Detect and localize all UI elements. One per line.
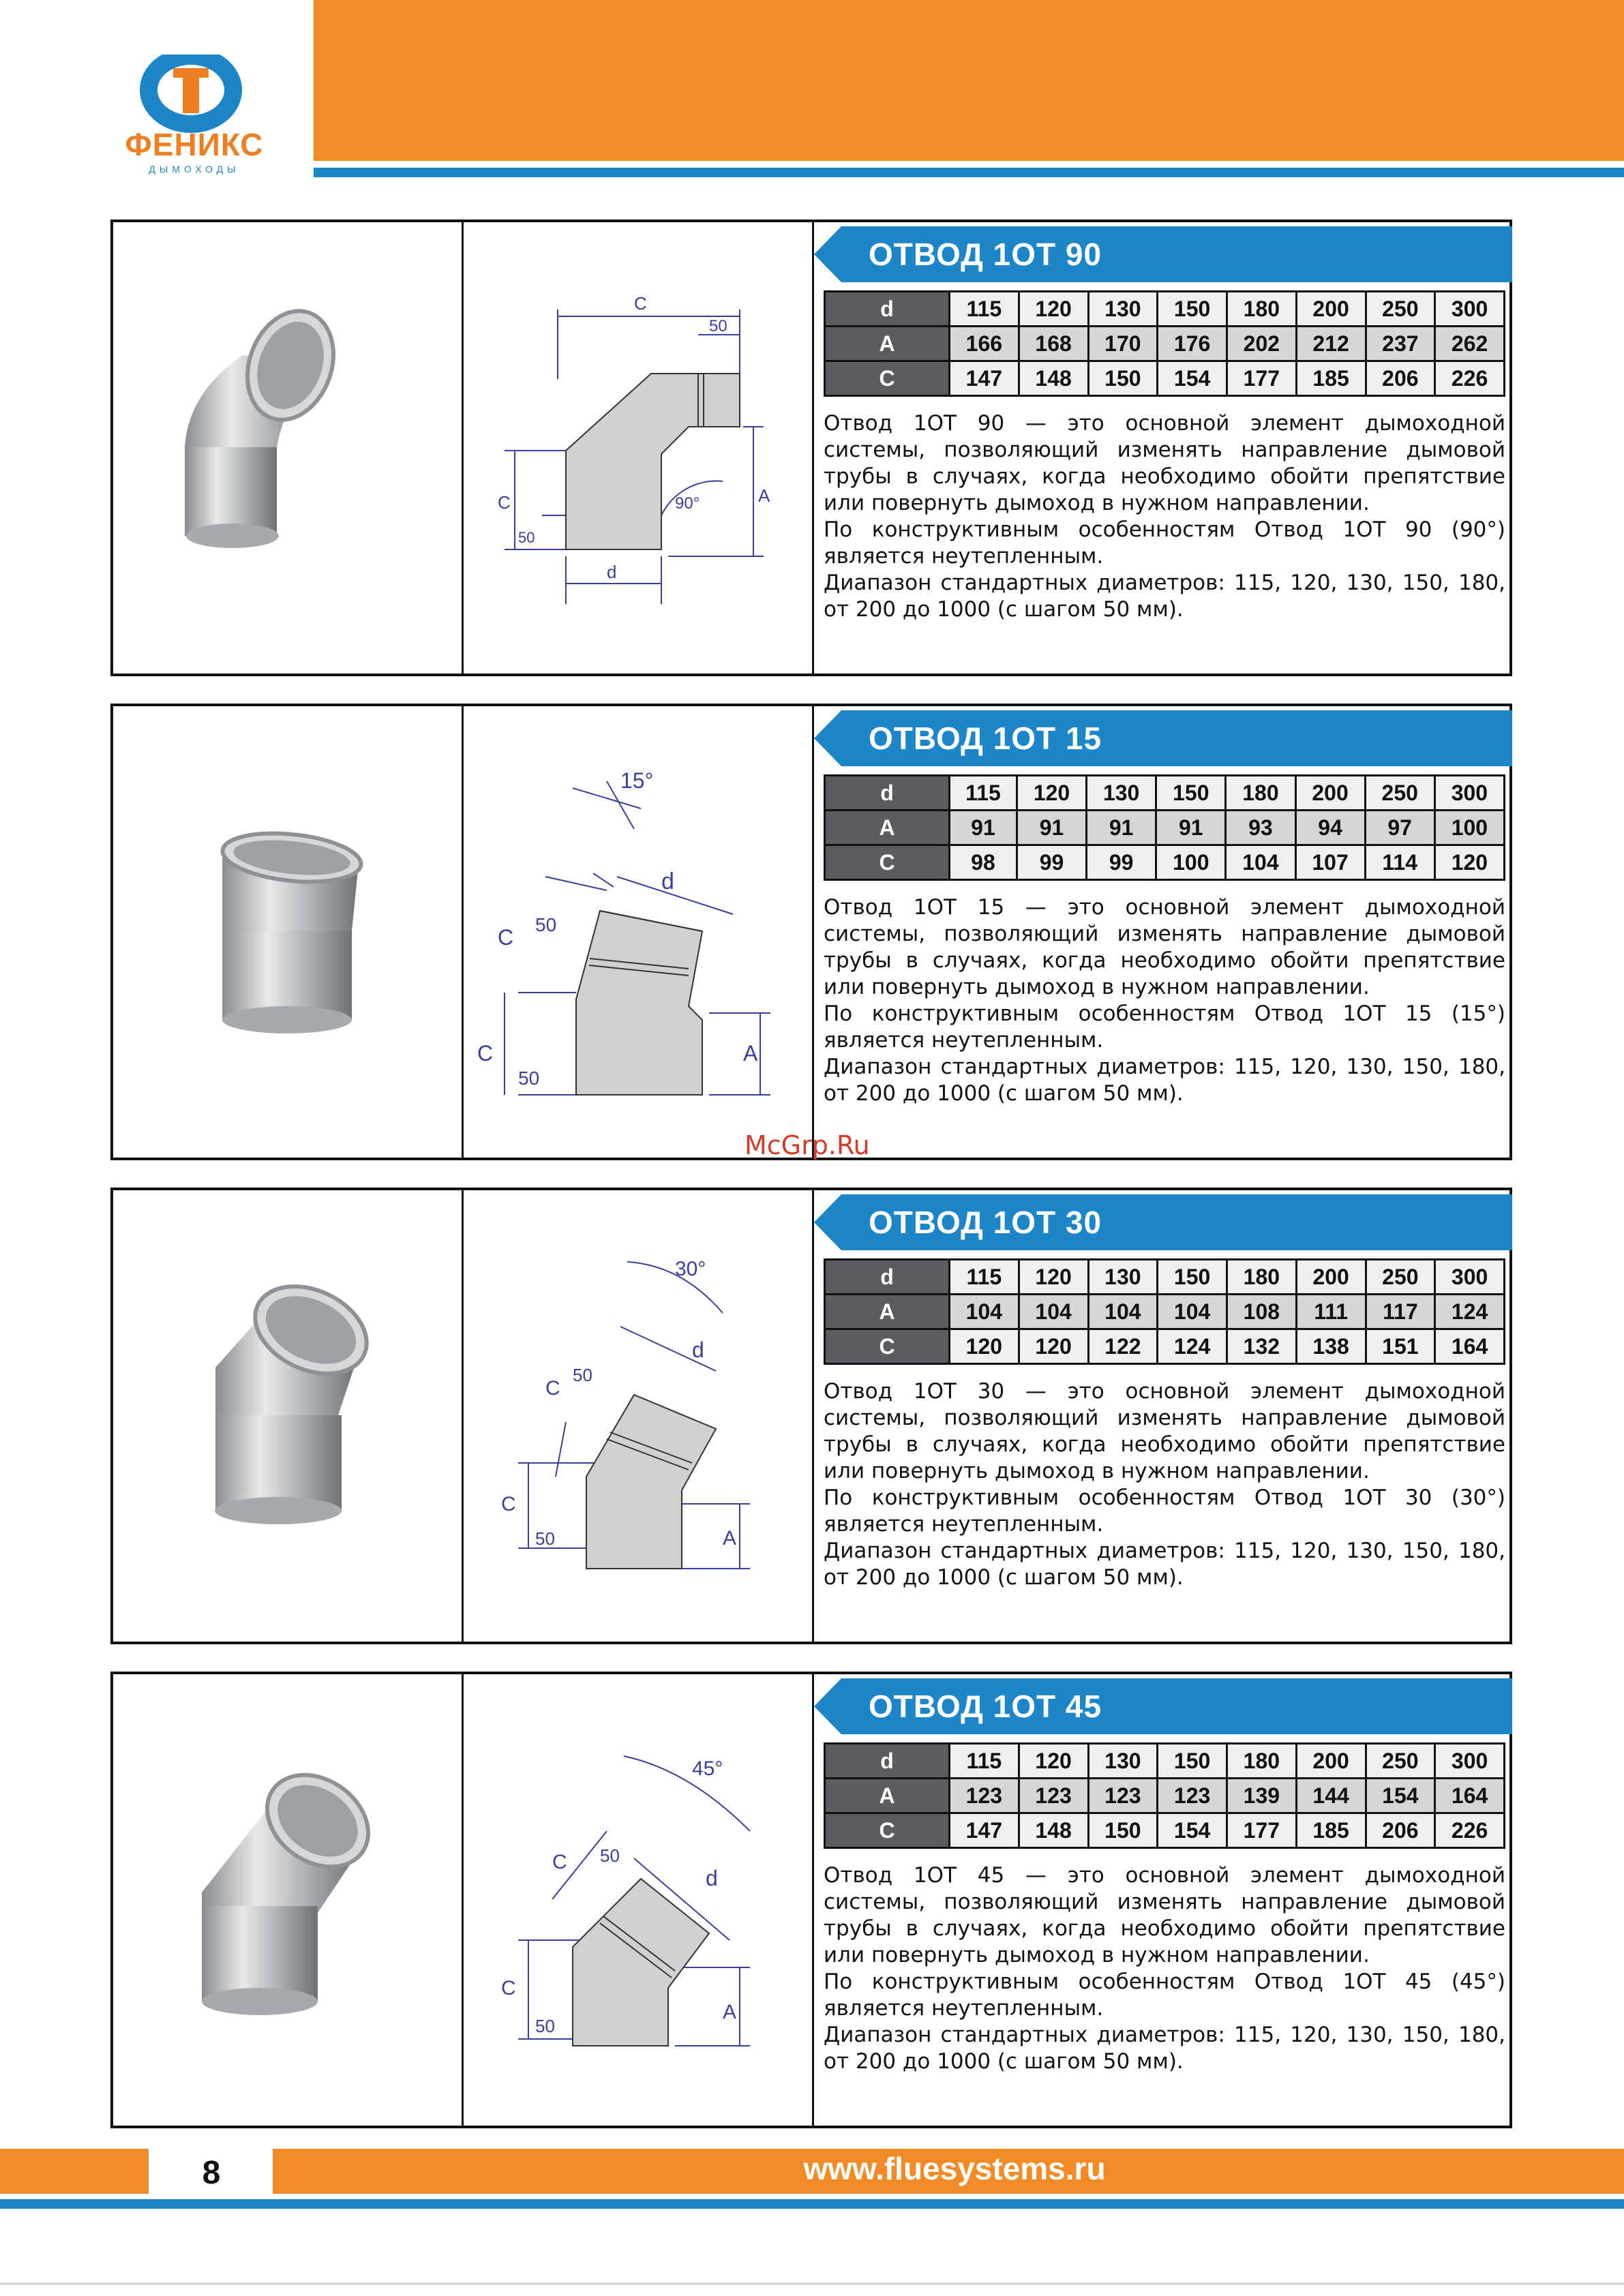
- cell: 104: [1088, 1295, 1158, 1329]
- row-header-d: d: [825, 292, 950, 327]
- desc-paragraph: По конструктивным особенностям Отвод 1ОТ 15 (15°) является неутепленным.: [824, 1001, 1505, 1053]
- title-banner: [814, 1678, 1512, 1734]
- dim-a-label: A: [723, 2001, 737, 2023]
- desc-paragraph: Диапазон стандартных диаметров: 115, 120, 130, 150, 180, от 200 до 1000 (с шагом 50 мм).: [824, 1539, 1505, 1590]
- cell: 150: [1088, 1813, 1158, 1848]
- dim-c-label: C: [498, 925, 514, 950]
- cell: 132: [1227, 1329, 1297, 1364]
- cell: 148: [1019, 361, 1088, 396]
- dim-c-side-label: C: [498, 492, 511, 513]
- dim-50-side-label: 50: [518, 529, 535, 546]
- cell: 120: [950, 1329, 1019, 1364]
- cell: 202: [1227, 327, 1297, 361]
- cell: 93: [1226, 811, 1295, 845]
- desc-paragraph: Отвод 1ОТ 15 — это основной элемент дымоходной системы, позволяющий изменять направление дымовой трубы в случаях, когда необходимо обойти препятствие или повернуть дымоход в нужном направлении.: [824, 895, 1505, 999]
- cell: 130: [1088, 292, 1158, 327]
- dim-c-label: C: [545, 1377, 560, 1400]
- cell: 150: [1156, 776, 1226, 811]
- elbow-30-drawing: [464, 1190, 814, 1643]
- row-header-a: A: [825, 327, 950, 361]
- product-description: [824, 410, 1505, 623]
- cell: 147: [950, 1813, 1019, 1848]
- technical-drawing-cell: [464, 222, 814, 674]
- dim-d-label: d: [661, 868, 674, 894]
- cell: 200: [1296, 1260, 1366, 1295]
- cell: 100: [1434, 811, 1504, 845]
- footer-blue-line: [0, 2199, 1624, 2209]
- row-header-a: A: [825, 811, 950, 845]
- product-title: ОТВОД 1ОТ 45: [869, 1689, 1102, 1724]
- brand-tagline: ДЫМОХОДЫ: [149, 164, 240, 175]
- cell: 180: [1227, 1744, 1297, 1779]
- desc-paragraph: По конструктивным особенностям Отвод 1ОТ 45 (45°) является неутепленным.: [824, 1969, 1505, 2021]
- title-banner: [814, 1194, 1512, 1250]
- cell: 104: [1158, 1295, 1227, 1329]
- cell: 185: [1296, 1813, 1366, 1848]
- cell: 111: [1296, 1295, 1366, 1329]
- cell: 130: [1088, 1744, 1158, 1779]
- watermark: McGrp.Ru: [745, 1130, 870, 1160]
- title-banner: [814, 226, 1512, 282]
- cell: 168: [1019, 327, 1088, 361]
- product-description: [824, 894, 1505, 1107]
- website-link[interactable]: www.fluesystems.ru: [803, 2151, 1106, 2186]
- cell: 117: [1366, 1295, 1435, 1329]
- brand-name: ФЕНИКС: [125, 127, 264, 162]
- dim-d-label: d: [706, 1866, 718, 1890]
- spec-table: [824, 1258, 1505, 1365]
- cell: 139: [1227, 1779, 1297, 1813]
- desc-paragraph: Отвод 1ОТ 30 — это основной элемент дымоходной системы, позволяющий изменять направление дымовой трубы в случаях, когда необходимо обойти препятствие или повернуть дымоход в нужном направлении.: [824, 1379, 1505, 1483]
- cell: 120: [1434, 845, 1504, 880]
- footer-orange-left: [0, 2149, 149, 2194]
- cell: 100: [1156, 845, 1226, 880]
- cell: 99: [1017, 845, 1086, 880]
- cell: 120: [1019, 1744, 1088, 1779]
- spec-table: [824, 1742, 1505, 1849]
- cell: 123: [1019, 1779, 1088, 1813]
- cell: 154: [1158, 361, 1227, 396]
- cell: 91: [1017, 811, 1086, 845]
- cell: 300: [1434, 776, 1504, 811]
- cell: 99: [1087, 845, 1156, 880]
- elbow-45-drawing: [464, 1674, 814, 2127]
- cell: 130: [1087, 776, 1156, 811]
- cell: 151: [1366, 1329, 1435, 1364]
- cell: 91: [1156, 811, 1226, 845]
- elbow-45-photo: [113, 1674, 464, 2127]
- cell: 104: [950, 1295, 1019, 1329]
- cell: 226: [1435, 1813, 1505, 1848]
- cell: 114: [1365, 845, 1434, 880]
- cell: 130: [1088, 1260, 1158, 1295]
- desc-paragraph: Отвод 1ОТ 45 — это основной элемент дымоходной системы, позволяющий изменять направление дымовой трубы в случаях, когда необходимо обойти препятствие или повернуть дымоход в нужном направлении.: [824, 1863, 1505, 1967]
- cell: 226: [1435, 361, 1505, 396]
- cell: 147: [950, 361, 1019, 396]
- cell: 200: [1295, 776, 1365, 811]
- title-banner: [814, 710, 1512, 766]
- cell: 120: [1019, 292, 1088, 327]
- cell: 123: [1158, 1779, 1227, 1813]
- cell: 94: [1295, 811, 1365, 845]
- cell: 107: [1295, 845, 1365, 880]
- cell: 176: [1158, 327, 1227, 361]
- cell: 250: [1366, 292, 1435, 327]
- dim-50-label: 50: [600, 1845, 620, 1866]
- cell: 164: [1435, 1779, 1505, 1813]
- product-section-45: [110, 1672, 1512, 2128]
- elbow-15-photo: [113, 706, 464, 1159]
- header-orange-bar: [314, 0, 1624, 161]
- cell: 124: [1435, 1295, 1505, 1329]
- cell: 97: [1365, 811, 1434, 845]
- dim-c-label: C: [634, 293, 647, 314]
- dim-c-side-label: C: [501, 1977, 516, 1999]
- desc-paragraph: По конструктивным особенностям Отвод 1ОТ 30 (30°) является неутепленным.: [824, 1485, 1505, 1537]
- cell: 180: [1227, 1260, 1297, 1295]
- dim-d-label: d: [607, 562, 617, 582]
- cell: 237: [1366, 327, 1435, 361]
- cell: 108: [1227, 1295, 1297, 1329]
- product-info-cell: [814, 1674, 1512, 2126]
- cell: 300: [1435, 1260, 1505, 1295]
- dim-angle-label: 15°: [620, 768, 654, 793]
- row-header-c: C: [825, 1813, 950, 1848]
- cell: 123: [1088, 1779, 1158, 1813]
- product-title: ОТВОД 1ОТ 30: [869, 1205, 1102, 1240]
- cell: 212: [1296, 327, 1366, 361]
- row-header-a: A: [825, 1295, 950, 1329]
- product-title: ОТВОД 1ОТ 15: [869, 721, 1102, 756]
- cell: 150: [1158, 1744, 1227, 1779]
- cell: 138: [1296, 1329, 1366, 1364]
- desc-paragraph: По конструктивным особенностям Отвод 1ОТ 90 (90°) является неутепленным.: [824, 517, 1505, 569]
- cell: 115: [950, 776, 1017, 811]
- dim-angle-label: 45°: [692, 1757, 723, 1780]
- cell: 120: [1019, 1329, 1088, 1364]
- desc-paragraph: Диапазон стандартных диаметров: 115, 120, 130, 150, 180, от 200 до 1000 (с шагом 50 мм).: [824, 1055, 1505, 1106]
- cell: 166: [950, 327, 1019, 361]
- cell: 148: [1019, 1813, 1088, 1848]
- cell: 177: [1227, 361, 1297, 396]
- header-blue-line: [314, 168, 1624, 177]
- elbow-90-drawing: [464, 222, 814, 675]
- product-info-cell: [814, 1190, 1512, 1642]
- cell: 300: [1435, 292, 1505, 327]
- cell: 115: [950, 292, 1019, 327]
- product-section-15: [110, 704, 1512, 1160]
- technical-drawing-cell: [464, 706, 814, 1158]
- cell: 154: [1158, 1813, 1227, 1848]
- row-header-a: A: [825, 1779, 950, 1813]
- cell: 124: [1158, 1329, 1227, 1364]
- cell: 164: [1435, 1329, 1505, 1364]
- dim-c-label: C: [552, 1851, 567, 1873]
- cell: 250: [1365, 776, 1434, 811]
- cell: 98: [950, 845, 1017, 880]
- dim-a-label: A: [723, 1527, 737, 1550]
- cell: 206: [1366, 1813, 1435, 1848]
- dim-a-label: A: [743, 1041, 758, 1066]
- row-header-c: C: [825, 845, 950, 880]
- product-photo-cell: [113, 1674, 464, 2126]
- row-header-c: C: [825, 361, 950, 396]
- desc-paragraph: Отвод 1ОТ 90 — это основной элемент дымоходной системы, позволяющий изменять направление дымовой трубы в случаях, когда необходимо обойти препятствие или повернуть дымоход в нужном направлении.: [824, 411, 1505, 515]
- cell: 262: [1435, 327, 1505, 361]
- product-section-30: [110, 1188, 1512, 1644]
- spec-table: [824, 774, 1505, 881]
- row-header-c: C: [825, 1329, 950, 1364]
- cell: 123: [950, 1779, 1019, 1813]
- cell: 120: [1017, 776, 1086, 811]
- product-title: ОТВОД 1ОТ 90: [869, 237, 1102, 272]
- cell: 170: [1088, 327, 1158, 361]
- dim-c-side-label: C: [477, 1041, 494, 1066]
- cell: 120: [1019, 1260, 1088, 1295]
- product-photo-cell: [113, 706, 464, 1158]
- cell: 300: [1435, 1744, 1505, 1779]
- product-info-cell: [814, 706, 1512, 1158]
- cell: 104: [1019, 1295, 1088, 1329]
- cell: 200: [1296, 1744, 1366, 1779]
- cell: 150: [1088, 361, 1158, 396]
- product-section-90: [110, 220, 1512, 676]
- dim-50-side-label: 50: [518, 1068, 540, 1089]
- cell: 122: [1088, 1329, 1158, 1364]
- cell: 91: [950, 811, 1017, 845]
- cell: 206: [1366, 361, 1435, 396]
- cell: 150: [1158, 1260, 1227, 1295]
- cell: 154: [1366, 1779, 1435, 1813]
- cell: 200: [1296, 292, 1366, 327]
- product-photo-cell: [113, 1190, 464, 1642]
- technical-drawing-cell: [464, 1190, 814, 1642]
- cell: 91: [1087, 811, 1156, 845]
- dim-50-side-label: 50: [535, 2016, 555, 2036]
- elbow-30-photo: [113, 1190, 464, 1643]
- desc-paragraph: Диапазон стандартных диаметров: 115, 120, 130, 150, 180, от 200 до 1000 (с шагом 50 мм).: [824, 2023, 1505, 2074]
- dim-angle-label: 30°: [675, 1258, 706, 1280]
- cell: 115: [950, 1260, 1019, 1295]
- elbow-15-drawing: [464, 706, 814, 1159]
- cell: 150: [1158, 292, 1227, 327]
- elbow-90-photo: [113, 222, 464, 675]
- cell: 180: [1227, 292, 1297, 327]
- dim-a-label: A: [758, 485, 770, 506]
- dim-50-label: 50: [573, 1365, 592, 1385]
- cell: 177: [1227, 1813, 1297, 1848]
- cell: 115: [950, 1744, 1019, 1779]
- dim-c-side-label: C: [501, 1493, 516, 1515]
- dim-50-label: 50: [535, 914, 557, 935]
- product-info-cell: [814, 222, 1512, 674]
- cell: 104: [1226, 845, 1295, 880]
- page-number: 8: [202, 2155, 221, 2191]
- bottom-divider: [0, 2282, 1624, 2285]
- spec-table: [824, 290, 1505, 397]
- technical-drawing-cell: [464, 1674, 814, 2126]
- product-description: [824, 1862, 1505, 2075]
- row-header-d: d: [825, 1260, 950, 1295]
- cell: 144: [1296, 1779, 1366, 1813]
- row-header-d: d: [825, 1744, 950, 1779]
- row-header-d: d: [825, 776, 950, 811]
- dim-angle-label: 90°: [675, 494, 700, 513]
- cell: 250: [1366, 1744, 1435, 1779]
- dim-50-side-label: 50: [535, 1528, 555, 1549]
- cell: 250: [1366, 1260, 1435, 1295]
- cell: 180: [1226, 776, 1295, 811]
- product-description: [824, 1378, 1505, 1591]
- dim-50-label: 50: [709, 317, 727, 335]
- desc-paragraph: Диапазон стандартных диаметров: 115, 120, 130, 150, 180, от 200 до 1000 (с шагом 50 мм).: [824, 571, 1505, 622]
- dim-d-label: d: [692, 1338, 704, 1362]
- product-photo-cell: [113, 222, 464, 674]
- cell: 185: [1296, 361, 1366, 396]
